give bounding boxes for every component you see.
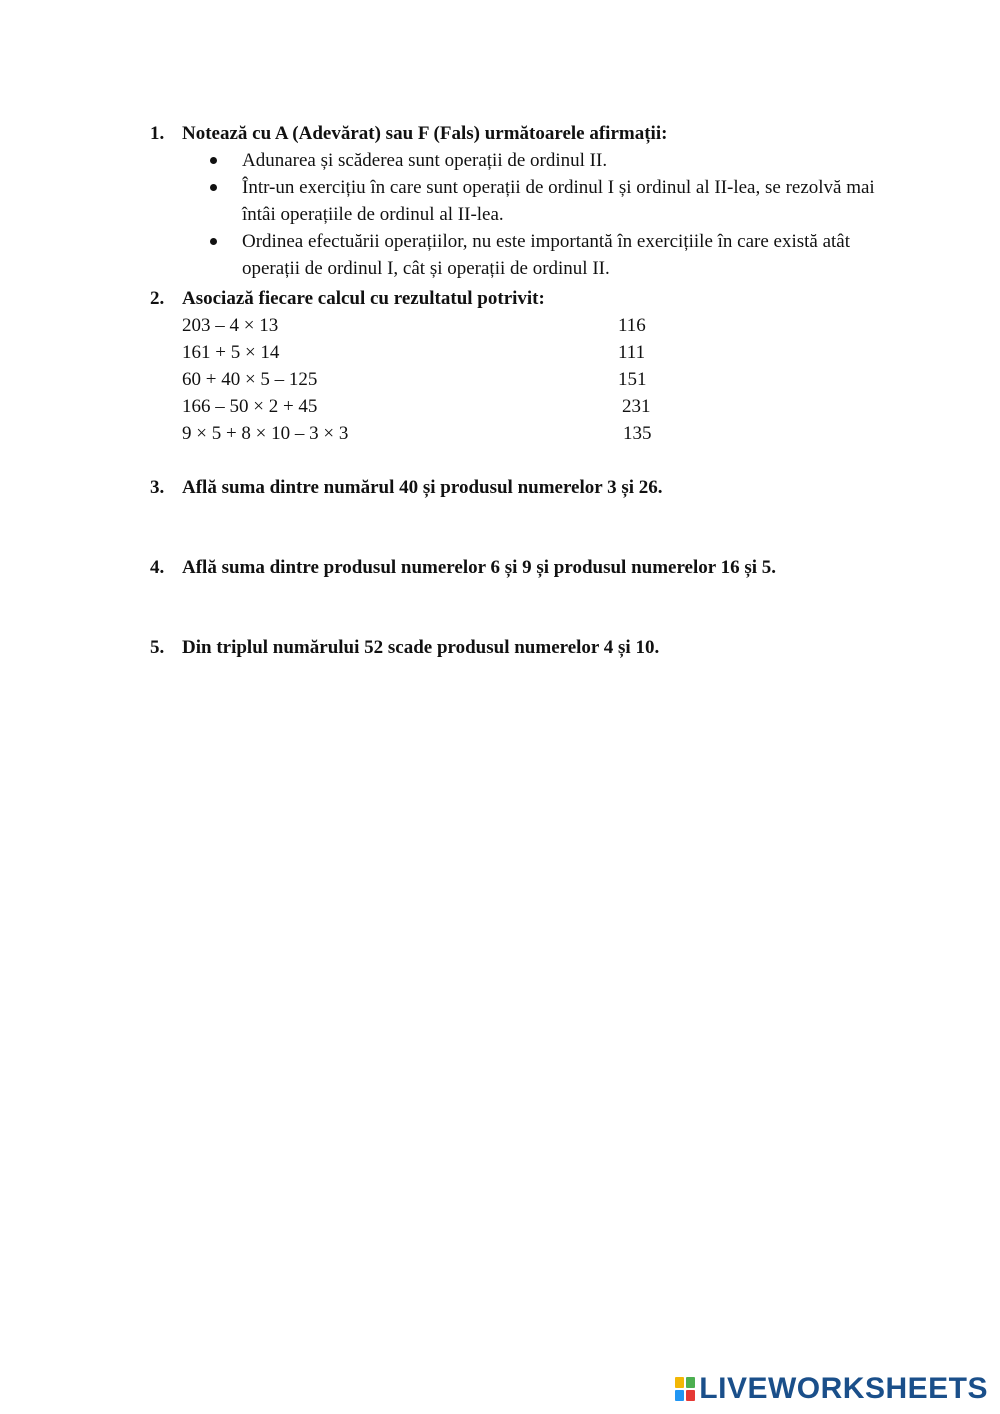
task-2-heading	[150, 285, 890, 312]
calculation: 9 × 5 + 8 × 10 – 3 × 3	[182, 423, 349, 444]
logo-tile	[686, 1390, 695, 1401]
logo-tile	[675, 1377, 684, 1388]
task-5-heading	[150, 634, 890, 661]
task-number: 1.	[150, 123, 165, 144]
liveworksheets-logo-icon	[675, 1377, 695, 1401]
match-row	[150, 366, 890, 393]
task-title: Asociază fiecare calcul cu rezultatul potrivit:	[182, 288, 545, 309]
statement-list	[150, 147, 890, 282]
match-row	[150, 393, 890, 420]
result-value: 151	[618, 369, 647, 390]
statement-item: Într-un exercițiu în care sunt operații de ordinul I și ordinul al II-lea, se rezolvă mai întâi operațiile de ordinul al II-lea.	[210, 174, 890, 228]
task-2	[150, 285, 890, 447]
match-row	[150, 312, 890, 339]
calculation: 166 – 50 × 2 + 45	[182, 396, 318, 417]
task-3	[150, 474, 890, 501]
task-4-heading	[150, 554, 890, 581]
statement-item: Adunarea și scăderea sunt operații de ordinul II.	[210, 147, 890, 174]
task-title: Din triplul numărului 52 scade produsul numerelor 4 și 10.	[182, 637, 660, 658]
result-value: 231	[622, 396, 651, 417]
logo-tile	[675, 1390, 684, 1401]
task-number: 3.	[150, 477, 165, 498]
task-4	[150, 554, 890, 581]
calculation: 203 – 4 × 13	[182, 315, 279, 336]
calculation: 161 + 5 × 14	[182, 342, 280, 363]
match-row	[150, 420, 890, 447]
result-value: 135	[623, 423, 652, 444]
calculation: 60 + 40 × 5 – 125	[182, 369, 318, 390]
liveworksheets-brand	[675, 1374, 988, 1404]
task-title: Află suma dintre numărul 40 și produsul numerelor 3 și 26.	[182, 477, 663, 498]
task-3-heading	[150, 474, 890, 501]
task-5	[150, 634, 890, 661]
result-value: 116	[618, 315, 646, 336]
result-value: 111	[618, 342, 646, 363]
task-title: Află suma dintre produsul numerelor 6 și 9 și produsul numerelor 16 și 5.	[182, 557, 777, 578]
brand-name: LIVEWORKSHEETS	[699, 1372, 988, 1405]
task-number: 2.	[150, 288, 165, 309]
task-1-heading	[150, 120, 890, 147]
task-1	[150, 120, 890, 282]
statement-item: Ordinea efectuării operațiilor, nu este importantă în exercițiile în care există atât operații de ordinul I, cât și operații de ordinul II.	[210, 228, 890, 282]
match-row	[150, 339, 890, 366]
task-number: 5.	[150, 637, 165, 658]
task-number: 4.	[150, 557, 165, 578]
task-title: Notează cu A (Adevărat) sau F (Fals) următoarele afirmații:	[182, 123, 668, 144]
logo-tile	[686, 1377, 695, 1388]
